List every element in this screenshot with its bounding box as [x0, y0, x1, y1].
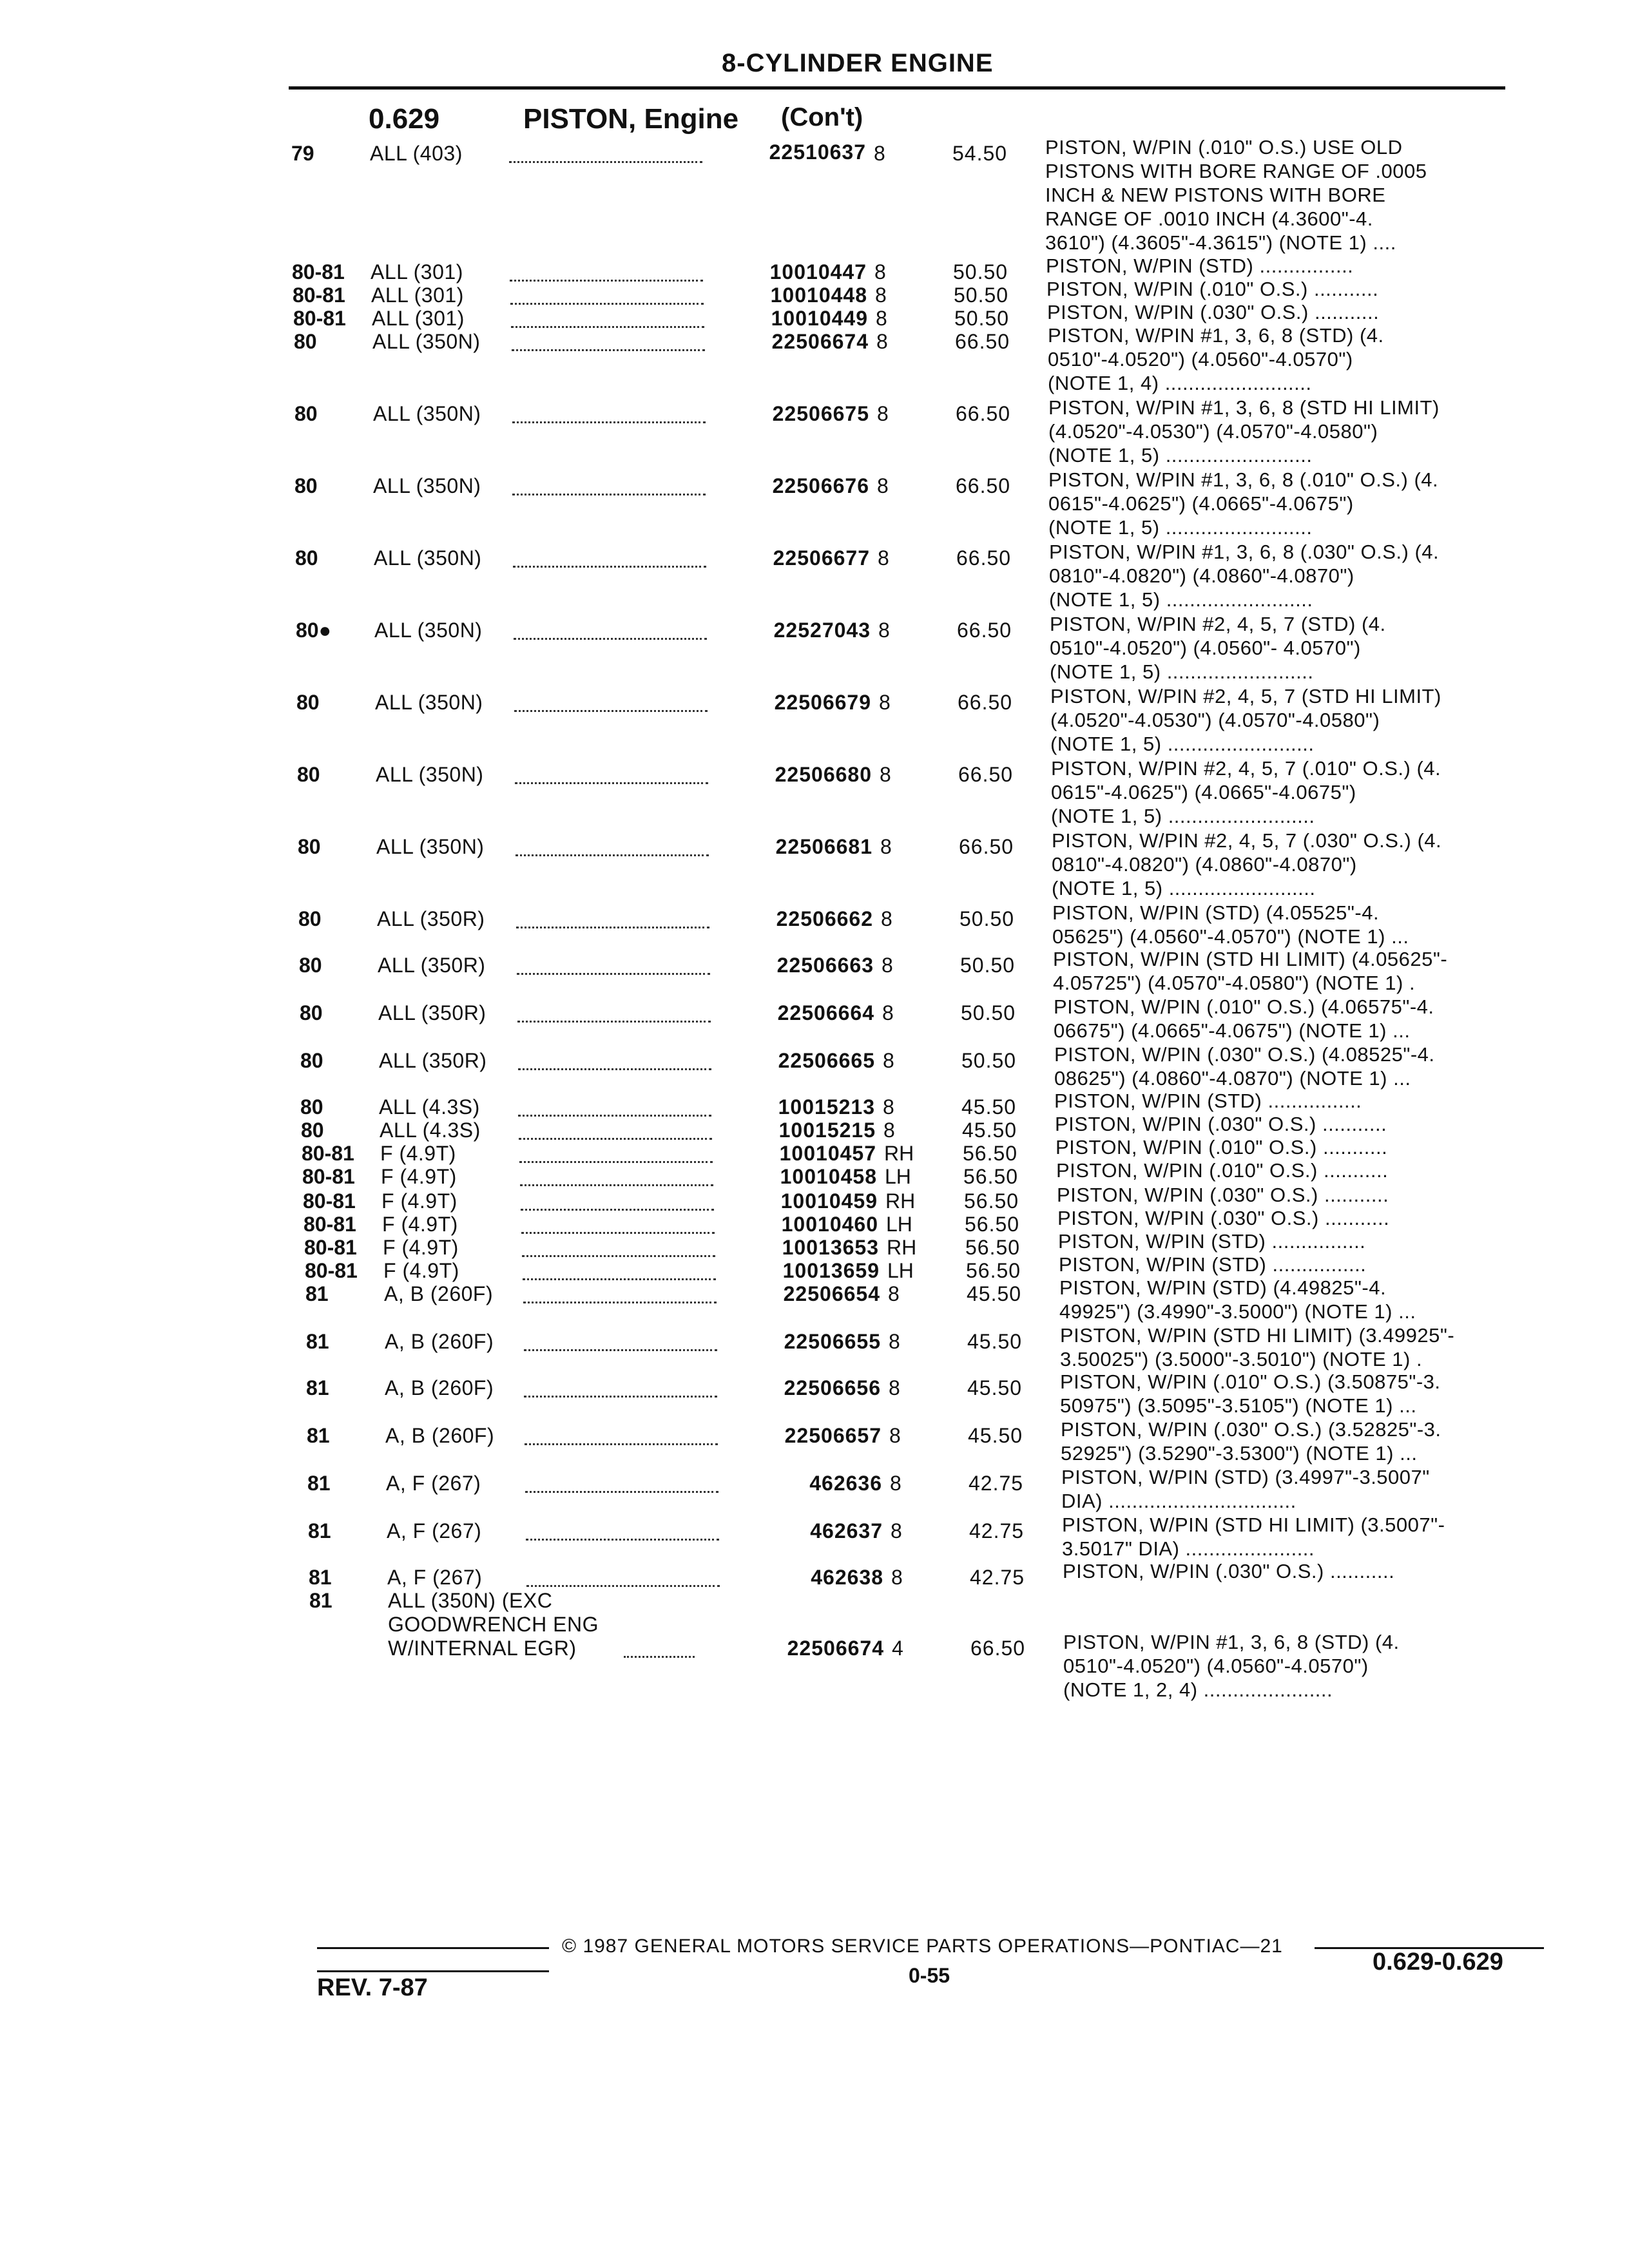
row-description: PISTON, W/PIN #1, 3, 6, 8 (STD HI LIMIT) (4.0520"-4.0530") (4.0570"-4.0580") (NOTE 1, 5) ......................... — [1048, 396, 1440, 466]
leader-dots — [515, 765, 708, 784]
row-year: 80 — [294, 402, 318, 425]
row-year: 80 — [298, 835, 321, 858]
row-part-number: 10010458 — [780, 1165, 877, 1188]
row-description: PISTON, W/PIN (STD) (3.4997"-3.5007" DIA) ................................ — [1061, 1466, 1430, 1512]
row-model: A, F (267) — [387, 1519, 482, 1542]
row-year: 80-81 — [302, 1165, 355, 1188]
row-part-number: 22506674 — [787, 1637, 884, 1660]
row-year: 80 — [301, 1119, 324, 1142]
row-quantity: 8 — [876, 307, 887, 330]
row-year: 80 — [294, 474, 318, 497]
row-price: 66.50 — [956, 474, 1011, 497]
row-model: A, F (267) — [386, 1472, 481, 1495]
leader-dots — [510, 286, 704, 305]
row-price: 66.50 — [958, 691, 1013, 714]
row-description: PISTON, W/PIN #2, 4, 5, 7 (.030" O.S.) (4. 0810"-4.0820") (4.0860"-4.0870") (NOTE 1, 5) ......................... — [1052, 829, 1442, 899]
row-quantity: RH — [884, 1142, 914, 1165]
leader-dots — [523, 1262, 716, 1280]
row-description: PISTON, W/PIN (.030" O.S.) ........... — [1057, 1207, 1390, 1229]
leader-dots — [512, 405, 706, 423]
header-rule — [289, 86, 1505, 90]
row-year: 81 — [307, 1472, 331, 1495]
row-part-number: 22506655 — [784, 1330, 881, 1353]
row-description: PISTON, W/PIN #2, 4, 5, 7 (STD HI LIMIT) (4.0520"-4.0530") (4.0570"-4.0580") (NOTE 1, 5) ......................... — [1050, 685, 1441, 755]
row-year: 80-81 — [293, 284, 345, 307]
row-price: 50.50 — [953, 260, 1008, 284]
leader-dots — [514, 621, 707, 640]
row-quantity: 8 — [880, 835, 892, 858]
row-part-number: 22506657 — [784, 1424, 882, 1447]
row-model: A, B (260F) — [385, 1424, 495, 1447]
row-year: 80-81 — [304, 1236, 357, 1259]
row-price: 56.50 — [965, 1236, 1021, 1259]
row-year: 80 — [296, 691, 320, 714]
row-price: 42.75 — [969, 1472, 1024, 1495]
row-description: PISTON, W/PIN (.030" O.S.) (3.52825"-3. 52925") (3.5290"-3.5300") (NOTE 1) ... — [1061, 1418, 1441, 1465]
row-part-number: 10010459 — [780, 1189, 878, 1213]
row-description: PISTON, W/PIN (STD) (4.49825"-4. 49925") (3.4990"-3.5000") (NOTE 1) ... — [1059, 1276, 1416, 1323]
row-price: 45.50 — [968, 1424, 1023, 1447]
row-price: 50.50 — [954, 307, 1010, 330]
leader-dots — [514, 693, 708, 712]
row-model: ALL (350R) — [379, 1049, 487, 1072]
row-model: ALL (350N) — [376, 835, 485, 858]
row-model: F (4.9T) — [383, 1259, 459, 1282]
row-price: 45.50 — [967, 1376, 1023, 1399]
row-price: 66.50 — [957, 619, 1012, 642]
row-year: 80 — [297, 763, 320, 786]
row-price: 45.50 — [967, 1282, 1022, 1305]
row-part-number: 22506675 — [772, 402, 869, 425]
row-description: PISTON, W/PIN (STD HI LIMIT) (3.49925"- 3.50025") (3.5000"-3.5010") (NOTE 1) . — [1060, 1324, 1455, 1370]
leader-dots — [512, 477, 706, 495]
row-model: ALL (350R) — [378, 1001, 487, 1024]
row-part-number: 462636 — [809, 1472, 882, 1495]
row-model: ALL (4.3S) — [379, 1095, 480, 1119]
row-part-number: 10010460 — [781, 1213, 878, 1236]
row-model: A, B (260F) — [385, 1376, 494, 1399]
row-quantity: 8 — [877, 474, 889, 497]
row-price: 56.50 — [964, 1189, 1019, 1213]
page-header-title: 8-CYLINDER ENGINE — [722, 49, 994, 77]
row-year: 80 — [300, 1001, 323, 1024]
row-model: ALL (301) — [371, 284, 464, 307]
row-description: PISTON, W/PIN (.010" O.S.) ........... — [1055, 1136, 1388, 1158]
row-price: 66.50 — [956, 402, 1011, 425]
row-price: 50.50 — [960, 954, 1016, 977]
footer-revision: REV. 7-87 — [317, 1974, 428, 2001]
row-quantity: 4 — [892, 1637, 903, 1660]
leader-dots — [513, 549, 706, 568]
row-model: F (4.9T) — [381, 1189, 458, 1213]
row-part-number: 22506674 — [771, 330, 869, 353]
row-year: 81 — [307, 1424, 330, 1447]
leader-dots — [510, 263, 703, 282]
row-part-number: 22506677 — [773, 546, 870, 570]
row-description: PISTON, W/PIN (.010" O.S.) (4.06575"-4. 06675") (4.0665"-4.0675") (NOTE 1) ... — [1054, 995, 1434, 1042]
row-part-number: 22506676 — [772, 474, 869, 497]
leader-dots — [521, 1215, 715, 1234]
row-quantity: 8 — [878, 619, 890, 642]
row-price: 66.50 — [970, 1637, 1026, 1660]
row-model: ALL (350R) — [378, 954, 486, 977]
row-quantity: 8 — [874, 142, 885, 165]
row-year: 81 — [305, 1282, 329, 1305]
leader-dots — [624, 1639, 695, 1658]
row-price: 45.50 — [962, 1119, 1017, 1142]
leader-dots — [511, 309, 704, 328]
leader-dots — [524, 1379, 717, 1398]
row-description: PISTON, W/PIN (.010" O.S.) ........... — [1046, 278, 1379, 300]
row-price: 56.50 — [963, 1142, 1018, 1165]
row-part-number: 10010448 — [770, 284, 867, 307]
leader-dots — [509, 144, 702, 163]
row-year: 80 — [295, 546, 318, 570]
row-part-number: 22506681 — [775, 835, 872, 858]
row-quantity: RH — [887, 1236, 917, 1259]
row-model: ALL (350N) — [373, 402, 481, 425]
row-price: 56.50 — [965, 1213, 1020, 1236]
row-part-number: 22506680 — [775, 763, 872, 786]
row-price: 50.50 — [961, 1049, 1017, 1072]
row-year: 79 — [291, 142, 314, 165]
row-quantity: 8 — [882, 1001, 894, 1024]
row-quantity: 8 — [879, 691, 891, 714]
footer-page-number: 0-55 — [909, 1964, 950, 1987]
row-quantity: LH — [886, 1213, 912, 1236]
leader-dots — [523, 1285, 717, 1303]
row-description: PISTON, W/PIN #1, 3, 6, 8 (STD) (4. 0510"-4.0520") (4.0560"-4.0570") (NOTE 1, 4) ......................... — [1048, 324, 1384, 394]
row-model: A, B (260F) — [384, 1282, 494, 1305]
leader-dots — [526, 1568, 720, 1587]
row-quantity: 8 — [891, 1519, 902, 1542]
row-model: ALL (301) — [372, 307, 465, 330]
row-quantity: 8 — [891, 1566, 903, 1589]
row-model: F (4.9T) — [380, 1142, 456, 1165]
row-quantity: 8 — [889, 1330, 900, 1353]
row-year: 80 — [299, 954, 322, 977]
row-price: 42.75 — [970, 1566, 1025, 1589]
row-description: PISTON, W/PIN (STD) (4.05525"-4. 05625") (4.0560"-4.0570") (NOTE 1) ... — [1052, 901, 1409, 948]
row-quantity: 8 — [883, 1119, 895, 1142]
row-model: ALL (350N) — [375, 691, 483, 714]
row-part-number: 22506656 — [784, 1376, 881, 1399]
row-model: A, B (260F) — [385, 1330, 494, 1353]
row-quantity: 8 — [888, 1282, 900, 1305]
row-part-number: 10010449 — [771, 307, 868, 330]
leader-dots — [525, 1474, 718, 1493]
leader-dots — [517, 1004, 711, 1023]
section-code: 0.629 — [369, 103, 440, 135]
leader-dots — [512, 332, 705, 351]
row-model: F (4.9T) — [381, 1165, 457, 1188]
row-part-number: 22506663 — [776, 954, 874, 977]
row-model: ALL (350N) — [373, 474, 481, 497]
leader-dots — [518, 1052, 711, 1070]
row-part-number: 22506662 — [776, 907, 873, 930]
row-quantity: 8 — [883, 1095, 894, 1119]
row-year: 80-81 — [305, 1259, 358, 1282]
leader-dots — [525, 1427, 718, 1445]
row-year: 80 — [300, 1095, 323, 1119]
leader-dots — [524, 1332, 717, 1351]
row-model: ALL (350N) — [374, 546, 482, 570]
row-year: 81 — [309, 1566, 332, 1589]
row-part-number: 22510637 — [769, 140, 866, 164]
row-part-number: 10010457 — [779, 1142, 876, 1165]
row-price: 66.50 — [955, 330, 1010, 353]
row-description: PISTON, W/PIN (.010" O.S.) USE OLD PISTONS WITH BORE RANGE OF .0005 INCH & NEW PISTONS WITH BORE RANGE OF .0010 INCH (4.3600"-4. 3610") (4.3605"-4.3615") (NOTE 1) .... — [1045, 136, 1427, 254]
footer-copyright: © 1987 GENERAL MOTORS SERVICE PARTS OPERATIONS—PONTIAC—21 — [562, 1936, 1283, 1957]
row-year: 80 — [298, 907, 322, 930]
row-part-number: 10015215 — [778, 1119, 876, 1142]
row-quantity: 8 — [881, 907, 892, 930]
row-quantity: 8 — [890, 1472, 901, 1495]
row-part-number: 22506665 — [778, 1049, 875, 1072]
row-price: 56.50 — [966, 1259, 1021, 1282]
row-quantity: 8 — [889, 1376, 900, 1399]
row-part-number: 22506654 — [783, 1282, 880, 1305]
leader-dots — [521, 1192, 714, 1211]
row-model: ALL (403) — [370, 142, 463, 165]
row-part-number: 10015213 — [778, 1095, 875, 1119]
row-model: ALL (350N) — [372, 330, 481, 353]
row-part-number: 462638 — [811, 1566, 883, 1589]
row-quantity: 8 — [876, 330, 888, 353]
row-model: ALL (301) — [371, 260, 463, 284]
section-continued: (Con't) — [781, 103, 863, 131]
row-description: PISTON, W/PIN #1, 3, 6, 8 (.030" O.S.) (4. 0810"-4.0820") (4.0860"-4.0870") (NOTE 1, 5) ......................... — [1049, 541, 1440, 611]
row-year: 80● — [296, 619, 331, 642]
row-price: 56.50 — [963, 1165, 1019, 1188]
leader-dots — [522, 1238, 715, 1257]
row-part-number: 462637 — [810, 1519, 883, 1542]
leader-dots — [516, 910, 709, 928]
row-part-number: 22506664 — [777, 1001, 874, 1024]
row-quantity: RH — [885, 1189, 916, 1213]
row-description: PISTON, W/PIN (STD HI LIMIT) (3.5007"- 3.5017" DIA) ...................... — [1062, 1514, 1445, 1560]
row-year: 80-81 — [292, 260, 345, 284]
row-description: PISTON, W/PIN (.030" O.S.) ........... — [1063, 1560, 1395, 1582]
row-quantity: LH — [887, 1259, 914, 1282]
row-year: 80 — [300, 1049, 323, 1072]
row-price: 50.50 — [954, 284, 1009, 307]
row-price: 54.50 — [952, 142, 1008, 165]
row-price: 66.50 — [958, 763, 1014, 786]
row-model: A, F (267) — [387, 1566, 483, 1589]
row-description: PISTON, W/PIN (.030" O.S.) (4.08525"-4. 08625") (4.0860"-4.0870") (NOTE 1) ... — [1054, 1043, 1435, 1090]
leader-dots — [519, 1144, 713, 1163]
row-quantity: 8 — [889, 1424, 901, 1447]
row-description: PISTON, W/PIN (.030" O.S.) ........... — [1057, 1184, 1389, 1206]
row-model: ALL (350N) — [374, 619, 483, 642]
row-description: PISTON, W/PIN (.030" O.S.) ........... — [1047, 301, 1380, 323]
row-description: PISTON, W/PIN (STD) ................ — [1059, 1253, 1367, 1276]
row-year: 81 — [309, 1589, 333, 1612]
row-description: PISTON, W/PIN (STD) ................ — [1058, 1230, 1366, 1253]
row-part-number: 10013653 — [782, 1236, 879, 1259]
row-description: PISTON, W/PIN (.010" O.S.) (3.50875"-3. 50975") (3.5095"-3.5105") (NOTE 1) ... — [1060, 1370, 1441, 1417]
footer-section-range: 0.629-0.629 — [1373, 1948, 1503, 1975]
row-price: 50.50 — [961, 1001, 1016, 1024]
leader-dots — [518, 1098, 711, 1117]
row-year: 80-81 — [302, 1142, 354, 1165]
row-quantity: 8 — [877, 402, 889, 425]
row-description: PISTON, W/PIN (STD) ................ — [1046, 255, 1354, 277]
section-title: PISTON, Engine — [523, 103, 739, 135]
row-year: 80-81 — [304, 1213, 356, 1236]
row-year: 80-81 — [293, 307, 346, 330]
row-year: 81 — [306, 1330, 329, 1353]
row-year: 80-81 — [303, 1189, 356, 1213]
row-description: PISTON, W/PIN #2, 4, 5, 7 (.010" O.S.) (4. 0615"-4.0625") (4.0665"-4.0675") (NOTE 1, 5) ......................... — [1051, 757, 1441, 827]
row-year: 81 — [308, 1519, 331, 1542]
row-part-number: 22527043 — [773, 619, 871, 642]
row-year: 81 — [306, 1376, 329, 1399]
row-quantity: LH — [885, 1165, 911, 1188]
row-model: F (4.9T) — [382, 1213, 458, 1236]
row-price: 45.50 — [967, 1330, 1023, 1353]
row-part-number: 22506679 — [774, 691, 871, 714]
leader-dots — [526, 1522, 719, 1541]
row-quantity: 8 — [875, 284, 887, 307]
row-description: PISTON, W/PIN #1, 3, 6, 8 (.010" O.S.) (4. 0615"-4.0625") (4.0665"-4.0675") (NOTE 1, 5) ......................... — [1048, 468, 1439, 539]
row-quantity: 8 — [874, 260, 886, 284]
row-part-number: 10013659 — [782, 1259, 880, 1282]
row-price: 66.50 — [959, 835, 1014, 858]
row-description: PISTON, W/PIN (STD HI LIMIT) (4.05625"- 4.05725") (4.0570"-4.0580") (NOTE 1) . — [1053, 948, 1448, 994]
leader-dots — [516, 838, 709, 856]
row-quantity: 8 — [882, 954, 893, 977]
row-quantity: 8 — [880, 763, 891, 786]
row-description: PISTON, W/PIN #1, 3, 6, 8 (STD) (4. 0510"-4.0520") (4.0560"-4.0570") (NOTE 1, 2, 4) ...................... — [1063, 1631, 1400, 1701]
row-model: F (4.9T) — [383, 1236, 459, 1259]
row-model: ALL (4.3S) — [380, 1119, 481, 1142]
footer-rule-left — [317, 1947, 549, 1949]
row-model: ALL (350N) — [376, 763, 484, 786]
leader-dots — [519, 1121, 712, 1140]
footer-rule-left-lower — [317, 1970, 549, 1972]
row-model: ALL (350N) (EXC GOODWRENCH ENG W/INTERNAL EGR) — [388, 1589, 599, 1660]
row-model: ALL (350R) — [377, 907, 485, 930]
row-price: 50.50 — [959, 907, 1015, 930]
leader-dots — [517, 956, 710, 975]
row-description: PISTON, W/PIN (STD) ................ — [1054, 1090, 1362, 1112]
row-part-number: 10010447 — [769, 260, 867, 284]
row-description: PISTON, W/PIN (.010" O.S.) ........... — [1056, 1159, 1389, 1182]
row-price: 66.50 — [956, 546, 1012, 570]
row-description: PISTON, W/PIN #2, 4, 5, 7 (STD) (4. 0510"-4.0520") (4.0560"- 4.0570") (NOTE 1, 5) ......................... — [1050, 613, 1386, 683]
row-description: PISTON, W/PIN (.030" O.S.) ........... — [1055, 1113, 1387, 1135]
row-quantity: 8 — [878, 546, 889, 570]
row-price: 45.50 — [961, 1095, 1017, 1119]
row-price: 42.75 — [969, 1519, 1025, 1542]
leader-dots — [520, 1168, 713, 1186]
row-year: 80 — [294, 330, 317, 353]
row-quantity: 8 — [883, 1049, 894, 1072]
